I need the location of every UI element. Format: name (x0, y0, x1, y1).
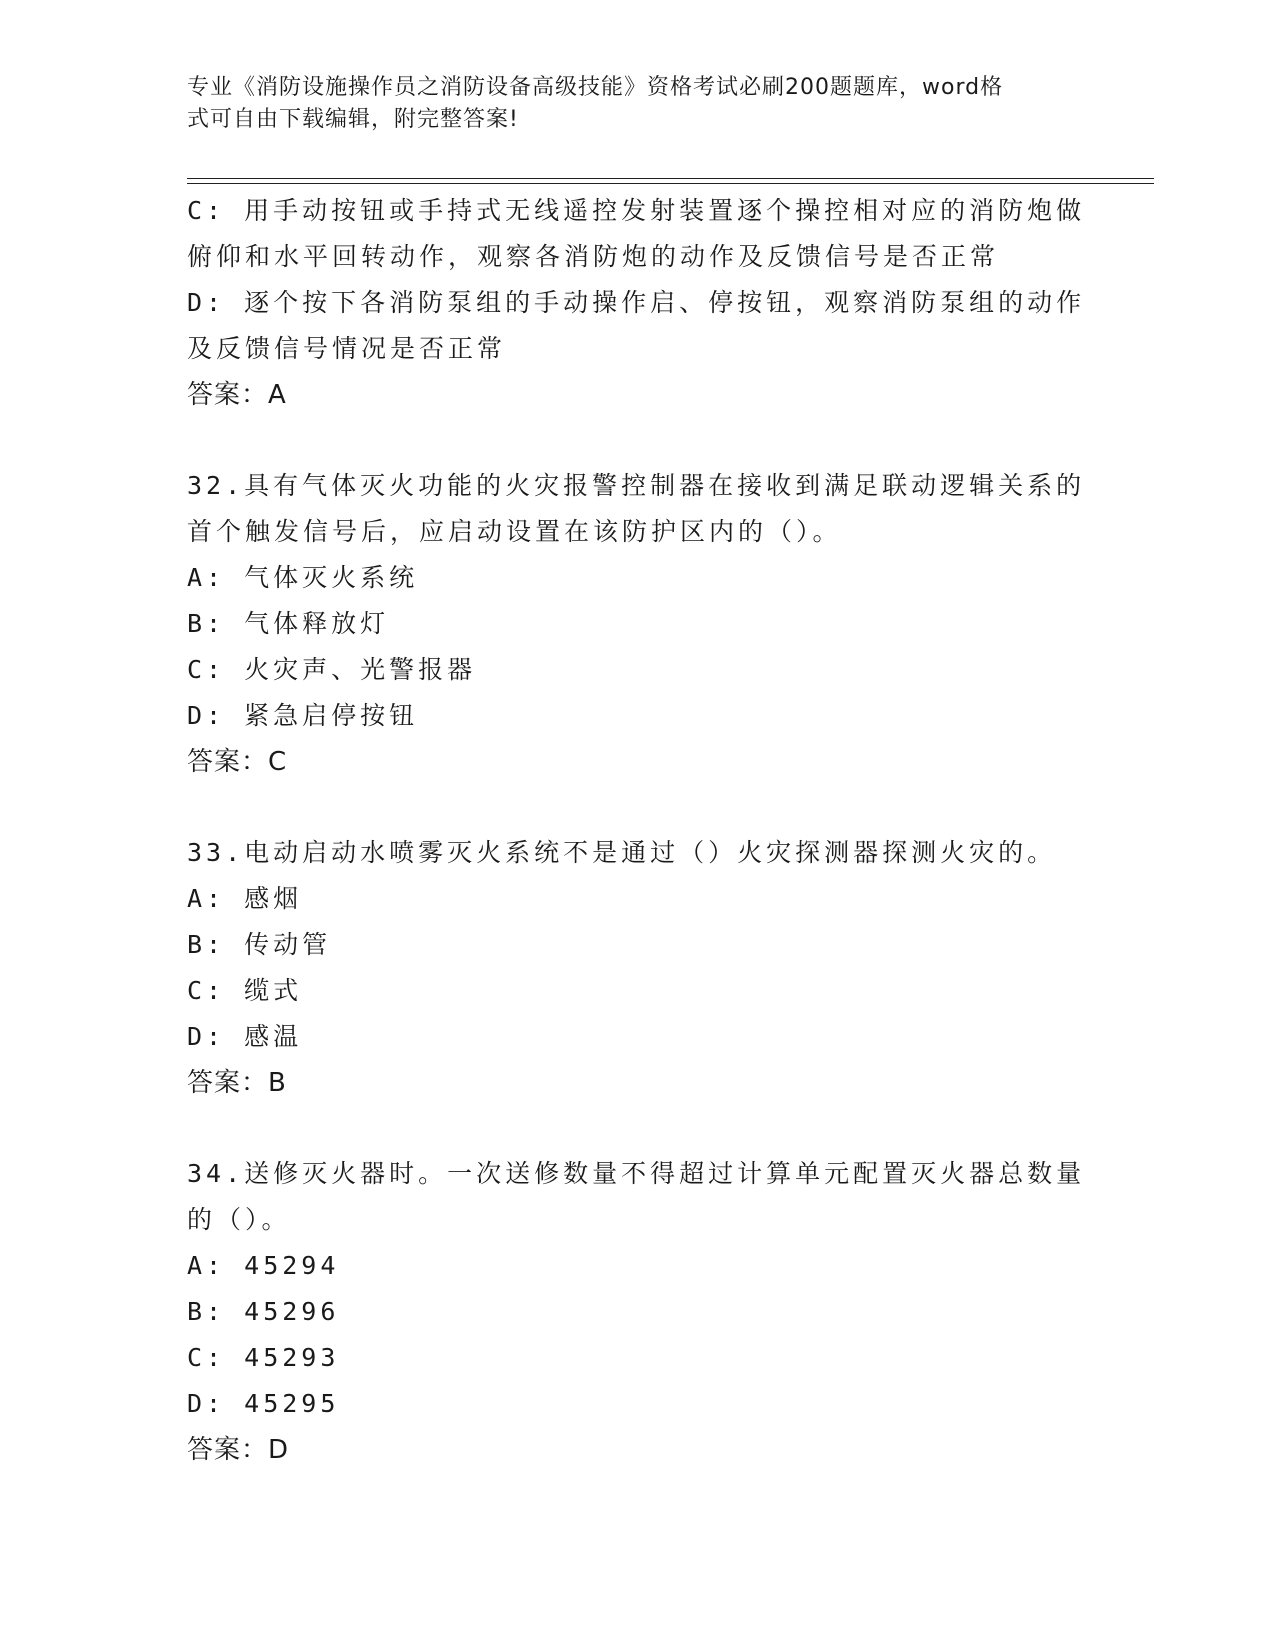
option-a: A: 气体灭火系统 (187, 563, 419, 592)
spacer (187, 785, 1087, 830)
header-rule-top (187, 178, 1154, 179)
question-stem-line-1: 33.电动启动水喷雾灭火系统不是通过（）火灾探测器探测火灾的。 (187, 838, 1057, 867)
question-34 (187, 1151, 1087, 1473)
answer-33: 答案：B (187, 1068, 287, 1098)
option-a: A: 45294 (187, 1251, 340, 1280)
option-d: D: 感温 (187, 1022, 303, 1051)
spacer (187, 418, 1087, 463)
spacer (187, 1106, 1087, 1151)
answer-32: 答案：C (187, 747, 288, 777)
option-d-line-1: D: 逐个按下各消防泵组的手动操作启、停按钮，观察消防泵组的动作 (187, 288, 1086, 317)
option-b: B: 气体释放灯 (187, 609, 390, 638)
option-d-line-2: 及反馈信号情况是否正常 (187, 334, 507, 363)
option-b: B: 传动管 (187, 930, 332, 959)
option-c-line-1: C: 用手动按钮或手持式无线遥控发射装置逐个操控相对应的消防炮做 (187, 196, 1086, 225)
option-d: D: 紧急启停按钮 (187, 701, 419, 730)
header-title-line-2: 式可自由下载编辑，附完整答案! (187, 107, 519, 132)
header-rule-bottom (187, 183, 1154, 184)
question-32 (187, 463, 1087, 785)
document-body (187, 188, 1087, 1473)
option-c: C: 火灾声、光警报器 (187, 655, 477, 684)
option-c: C: 缆式 (187, 976, 303, 1005)
answer-31: 答案：A (187, 380, 287, 410)
question-stem-line-1: 32.具有气体灭火功能的火灾报警控制器在接收到满足联动逻辑关系的 (187, 471, 1086, 500)
option-c: C: 45293 (187, 1343, 340, 1372)
question-31-continued (187, 188, 1087, 418)
question-33 (187, 830, 1087, 1106)
question-stem-line-1: 34.送修灭火器时。一次送修数量不得超过计算单元配置灭火器总数量 (187, 1159, 1086, 1188)
option-b: B: 45296 (187, 1297, 340, 1326)
option-d: D: 45295 (187, 1389, 340, 1418)
document-header (187, 72, 1067, 136)
answer-34: 答案：D (187, 1435, 290, 1465)
question-stem-line-2: 首个触发信号后，应启动设置在该防护区内的（）。 (187, 517, 842, 546)
question-stem-line-2: 的（）。 (187, 1205, 291, 1234)
option-a: A: 感烟 (187, 884, 303, 913)
option-c-line-2: 俯仰和水平回转动作，观察各消防炮的动作及反馈信号是否正常 (187, 242, 1000, 271)
header-title-line-1: 专业《消防设施操作员之消防设备高级技能》资格考试必刷200题题库，word格 (187, 75, 1004, 100)
